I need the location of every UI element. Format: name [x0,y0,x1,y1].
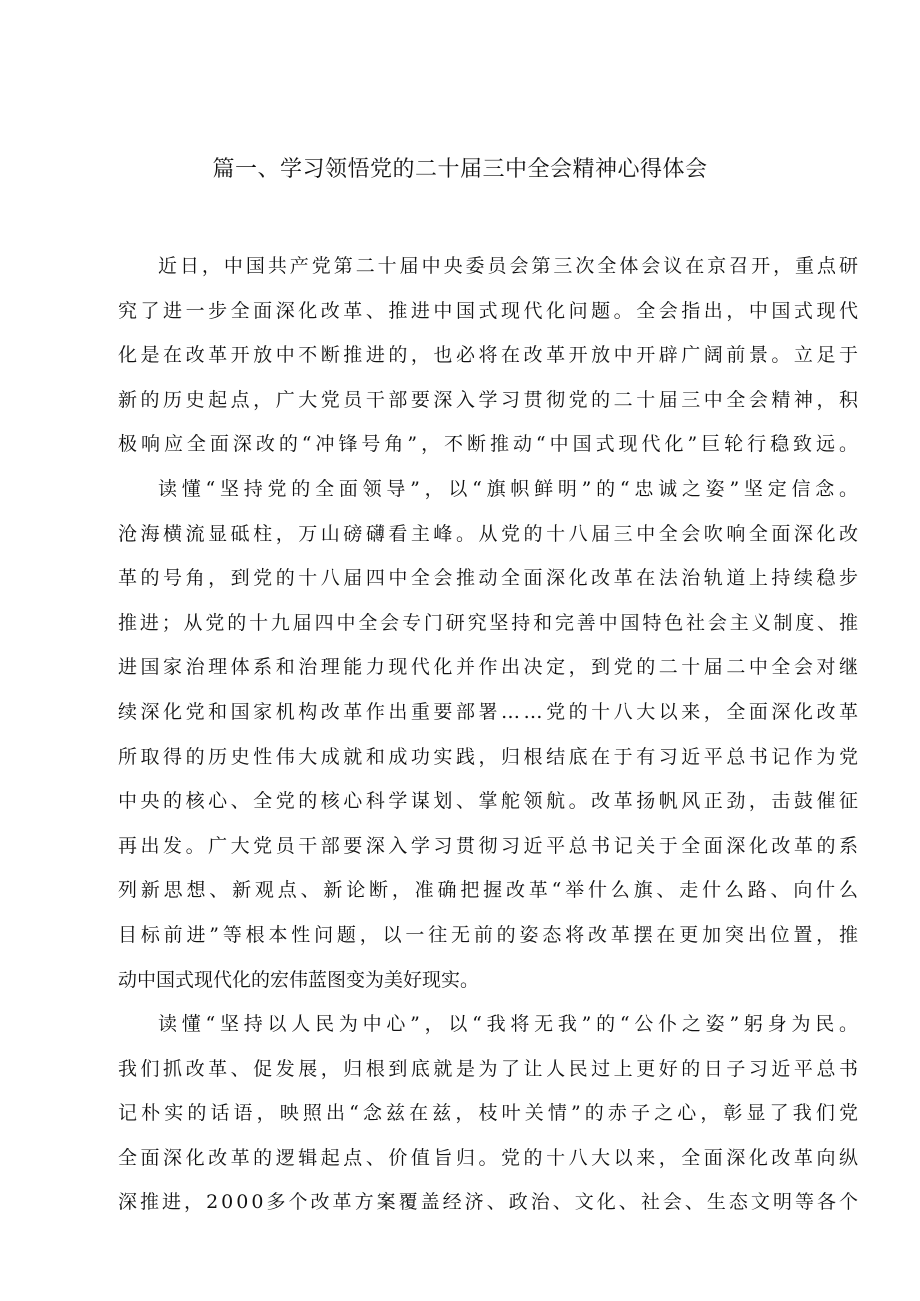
paragraph-line: 所取得的历史性伟大成就和成功实践，归根结底在于有习近平总书记作为党 [118,745,862,768]
paragraph-line: 深推进，2000多个改革方案覆盖经济、政治、文化、社会、生态文明等各个 [118,1191,862,1214]
paragraph-line: 目标前进”等根本性问题，以一往无前的姿态将改革摆在更加突出位置，推 [118,923,862,946]
paragraph-line: 沧海横流显砥柱，万山磅礴看主峰。从党的十八届三中全会吹响全面深化改 [118,522,862,545]
paragraph-line: 中央的核心、全党的核心科学谋划、掌舵领航。改革扬帆风正劲，击鼓催征 [118,790,862,813]
paragraph-line: 列新思想、新观点、新论断，准确把握改革“举什么旗、走什么路、向什么 [118,879,862,902]
paragraph-line: 全面深化改革的逻辑起点、价值旨归。党的十八大以来，全面深化改革向纵 [118,1146,862,1169]
paragraph-line: 新的历史起点，广大党员干部要深入学习贯彻党的二十届三中全会精神，积 [118,388,862,411]
paragraph-line: 革的号角，到党的十八届四中全会推动全面深化改革在法治轨道上持续稳步 [118,567,862,590]
paragraph-line: 化是在改革开放中不断推进的，也必将在改革开放中开辟广阔前景。立足于 [118,344,862,367]
paragraph-line: 极响应全面深改的“冲锋号角”，不断推动“中国式现代化”巨轮行稳致远。 [118,433,862,456]
paragraph-line: 推进；从党的十九届四中全会专门研究坚持和完善中国特色社会主义制度、推 [118,611,861,634]
paragraph-line: 究了进一步全面深化改革、推进中国式现代化问题。全会指出，中国式现代 [118,299,862,322]
document-title: 篇一、学习领悟党的二十届三中全会精神心得体会 [212,157,708,182]
paragraph-first-line: 近日，中国共产党第二十届中央委员会第三次全体会议在京召开，重点研 [158,255,861,277]
paragraph-line: 再出发。广大党员干部要深入学习贯彻习近平总书记关于全面深化改革的系 [118,834,862,857]
paragraph-first-line: 读懂“坚持党的全面领导”，以“旗帜鲜明”的“忠诚之姿”坚定信念。 [158,477,863,500]
paragraph-first-line: 读懂“坚持以人民为中心”，以“我将无我”的“公仆之姿”躬身为民。 [158,1013,863,1036]
paragraph-line: 记朴实的话语，映照出“念兹在兹，枝叶关情”的赤子之心，彰显了我们党 [118,1102,863,1125]
paragraph-line: 动中国式现代化的宏伟蓝图变为美好现实。 [118,968,480,991]
document-body [118,244,863,1225]
paragraph-line: 进国家治理体系和治理能力现代化并作出决定，到党的二十届二中全会对继 [118,656,862,679]
paragraph-line: 续深化党和国家机构改革作出重要部署……党的十八大以来，全面深化改革 [118,700,862,723]
paragraph-line: 我们抓改革、促发展，归根到底就是为了让人民过上更好的日子习近平总书 [118,1057,862,1080]
